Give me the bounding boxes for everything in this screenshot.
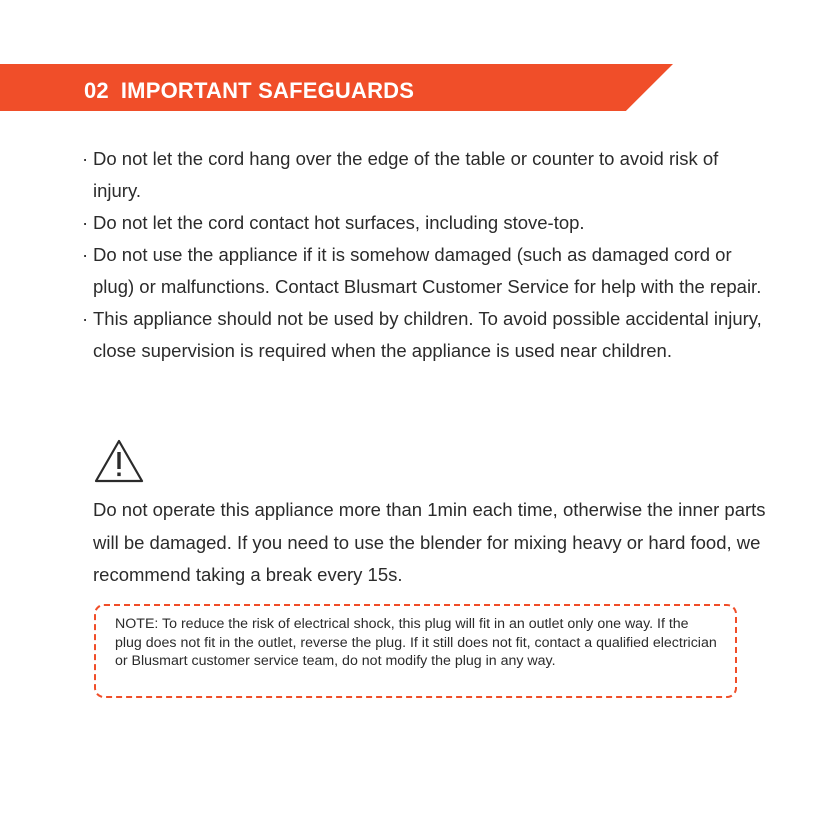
list-item [82, 143, 762, 207]
list-item-text: Do not let the cord contact hot surfaces, including stove-top. [93, 212, 585, 233]
safeguards-list [82, 143, 762, 367]
bullet-marker: · [82, 212, 89, 233]
list-item-text: This appliance should not be used by children. To avoid possible accidental injury, close supervision is required when the appliance is used near children. [93, 308, 762, 361]
list-item-text: Do not use the appliance if it is somehow damaged (such as damaged cord or plug) or malfunctions. Contact Blusmart Customer Service for help with the repair. [93, 244, 762, 297]
list-item [82, 207, 762, 239]
list-item-text: Do not let the cord hang over the edge of the table or counter to avoid risk of injury. [93, 148, 719, 201]
section-title-text: IMPORTANT SAFEGUARDS [120, 78, 415, 103]
list-item [82, 303, 762, 367]
section-title [84, 78, 414, 104]
warning-triangle-icon [93, 438, 145, 484]
list-item [82, 239, 762, 303]
bullet-marker: · [82, 244, 89, 265]
warning-text: Do not operate this appliance more than 1min each time, otherwise the inner parts will be damaged. If you need to use the blender for mixing heavy or hard food, we recommend taking a break every 15s. [93, 499, 766, 585]
bullet-marker: · [82, 308, 89, 329]
section-number: 02 [84, 78, 109, 103]
note-box [94, 604, 737, 698]
bullet-marker: · [82, 148, 89, 169]
note-text: NOTE: To reduce the risk of electrical shock, this plug will fit in an outlet only one way. If the plug does not fit in the outlet, reverse the plug. If it still does not fit, contact a qualified electrician or Blusmart customer service team, do not modify the plug in any way. [115, 616, 717, 669]
